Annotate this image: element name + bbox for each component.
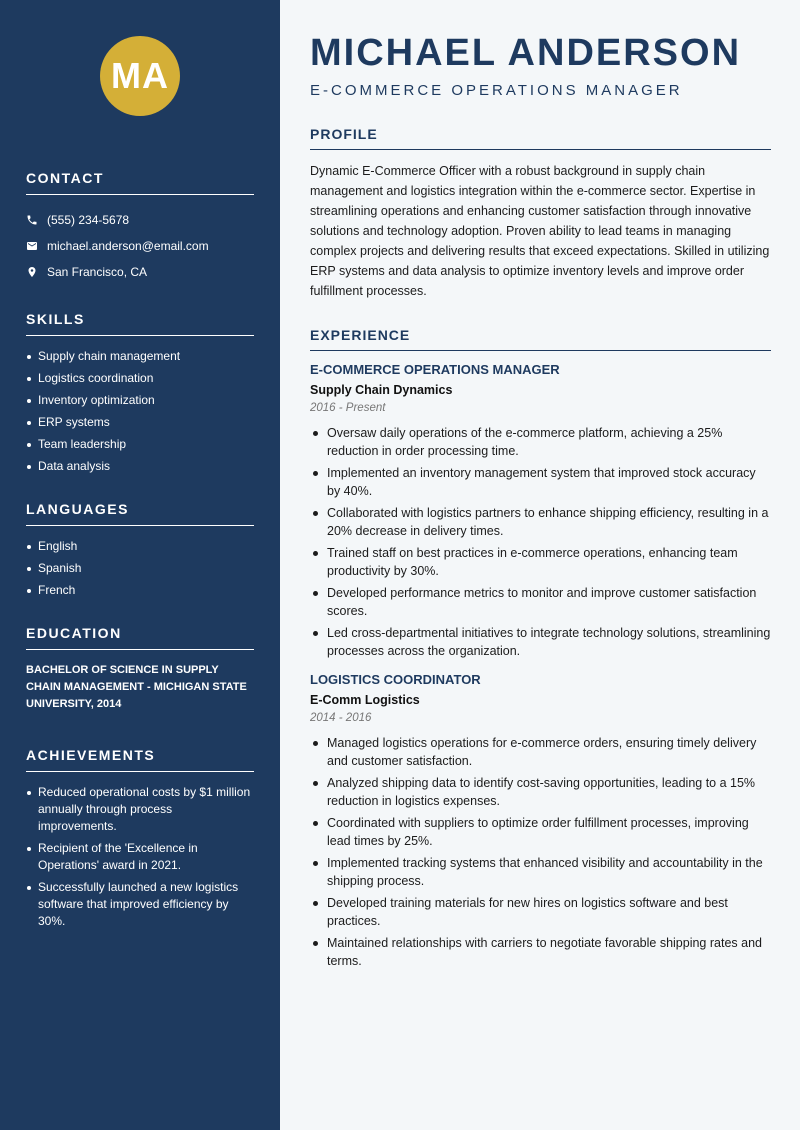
location-pin-icon [26, 266, 38, 278]
contact-section [26, 170, 254, 285]
job-bullet: Oversaw daily operations of the e-commerce platform, achieving a 25% reduction in order processing time. [310, 424, 771, 460]
job-role: LOGISTICS COORDINATOR [310, 672, 481, 687]
location-text: San Francisco, CA [47, 265, 148, 279]
phone-icon [26, 214, 38, 226]
sidebar [0, 0, 280, 1130]
avatar [100, 36, 180, 116]
contact-location [26, 259, 254, 285]
job-bullet: Led cross-departmental initiatives to integrate technology solutions, streamlining processes across the organization. [310, 624, 771, 660]
job-bullet: Analyzed shipping data to identify cost-saving opportunities, leading to a 15% reduction in logistics expenses. [310, 774, 771, 810]
skills-list [26, 348, 254, 475]
achievement-item: Successfully launched a new logistics software that improved efficiency by 30%. [26, 879, 254, 930]
email-text[interactable]: michael.anderson@email.com [47, 239, 209, 253]
job-bullet: Trained staff on best practices in e-commerce operations, enhancing team productivity by 30%. [310, 544, 771, 580]
achievement-item: Reduced operational costs by $1 million annually through process improvements. [26, 784, 254, 835]
candidate-title: E-COMMERCE OPERATIONS MANAGER [310, 82, 683, 99]
skill-item: Data analysis [26, 458, 254, 475]
achievements-list [26, 784, 254, 930]
experience-heading: EXPERIENCE [310, 327, 771, 351]
language-item: French [26, 582, 254, 599]
job-bullet: Implemented tracking systems that enhanced visibility and accountability in the shipping process. [310, 854, 771, 890]
education-entry: BACHELOR OF SCIENCE IN SUPPLY CHAIN MANAGEMENT - MICHIGAN STATE UNIVERSITY, 2014 [26, 664, 247, 710]
job-role: E-COMMERCE OPERATIONS MANAGER [310, 362, 560, 377]
skill-item: Supply chain management [26, 348, 254, 365]
job-bullet: Managed logistics operations for e-commerce orders, ensuring timely delivery and customer satisfaction. [310, 734, 771, 770]
job-bullets [310, 734, 771, 970]
profile-section [310, 126, 771, 301]
skills-section [26, 311, 254, 475]
contact-phone [26, 207, 254, 233]
languages-heading: LANGUAGES [26, 501, 254, 526]
language-item: English [26, 538, 254, 555]
job-bullet: Coordinated with suppliers to optimize order fulfillment processes, improving lead times by 25%. [310, 814, 771, 850]
skill-item: ERP systems [26, 414, 254, 431]
job-dates: 2014 - 2016 [310, 712, 372, 724]
skill-item: Logistics coordination [26, 370, 254, 387]
languages-list [26, 538, 254, 599]
job-dates: 2016 - Present [310, 402, 386, 414]
skills-heading: SKILLS [26, 311, 254, 336]
experience-section [310, 327, 771, 970]
skill-item: Team leadership [26, 436, 254, 453]
languages-section [26, 501, 254, 599]
email-icon [26, 240, 38, 252]
job-entry [310, 672, 771, 970]
contact-heading: CONTACT [26, 170, 254, 195]
profile-heading: PROFILE [310, 126, 771, 150]
skill-item: Inventory optimization [26, 392, 254, 409]
main-content [310, 30, 771, 982]
job-bullet: Maintained relationships with carriers to negotiate favorable shipping rates and terms. [310, 934, 771, 970]
job-bullet: Implemented an inventory management system that improved stock accuracy by 40%. [310, 464, 771, 500]
avatar-initials: MA [111, 55, 169, 96]
job-bullet: Collaborated with logistics partners to enhance shipping efficiency, resulting in a 20% decrease in delivery times. [310, 504, 771, 540]
education-heading: EDUCATION [26, 625, 254, 650]
job-bullet: Developed training materials for new hires on logistics software and best practices. [310, 894, 771, 930]
job-bullets [310, 424, 771, 660]
achievements-section [26, 747, 254, 930]
achievement-item: Recipient of the 'Excellence in Operations' award in 2021. [26, 840, 254, 874]
achievements-heading: ACHIEVEMENTS [26, 747, 254, 772]
profile-text: Dynamic E-Commerce Officer with a robust background in supply chain management and logistics integration within the e-commerce sector. Expertise in streamlining operations and enhancing customer satisfaction through innovative solutions and technology adoption. Proven ability to lead teams in managing complex projects and delivering results that exceed expectations. Skilled in utilizing ERP systems and data analysis to optimize inventory levels and improve order fulfillment processes. [310, 164, 770, 298]
candidate-name: MICHAEL ANDERSON [310, 32, 742, 74]
job-company: Supply Chain Dynamics [310, 383, 453, 397]
job-company: E-Comm Logistics [310, 693, 420, 707]
phone-text: (555) 234-5678 [47, 213, 130, 227]
contact-email [26, 233, 254, 259]
job-entry [310, 362, 771, 660]
job-bullet: Developed performance metrics to monitor and improve customer satisfaction scores. [310, 584, 771, 620]
education-section [26, 625, 254, 713]
language-item: Spanish [26, 560, 254, 577]
